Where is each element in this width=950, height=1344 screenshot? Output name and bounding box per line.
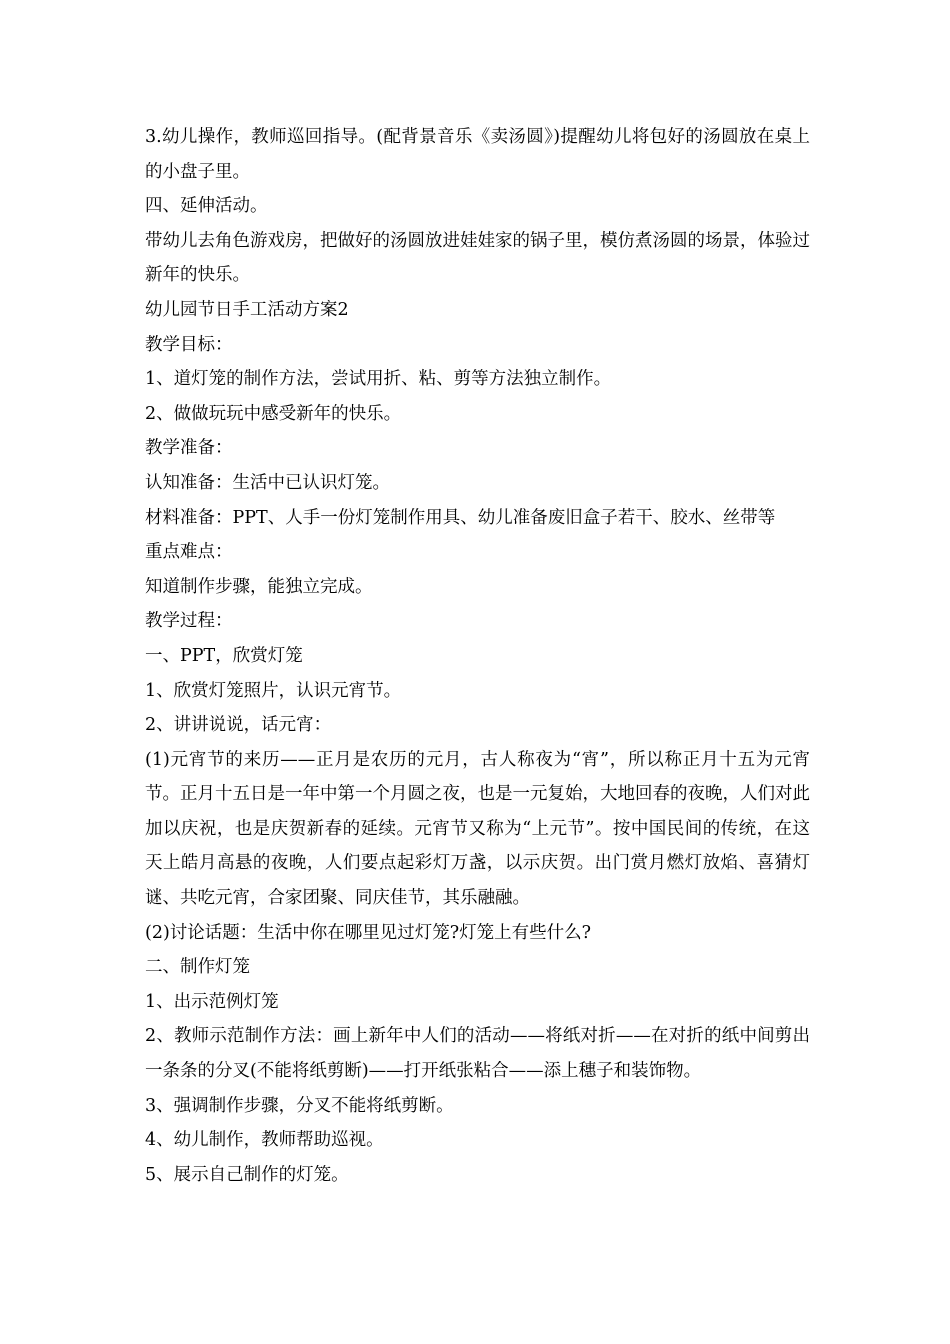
key-points-detail: 知道制作步骤，能独立完成。 xyxy=(145,576,373,597)
heading-teaching-preparation: 教学准备： xyxy=(145,438,233,459)
lantern-festival-origin: (1)元宵节的来历——正月是农历的元月，古人称夜为“宵”，所以称正月十五为元宵节。正月十五日是一年中第一个月圆之夜，也是一元复始，大地回春的夜晚，人们对此加以庆祝，也是庆贺新春的延续。元宵节又称为“上元节”。按中国民间的传统，在这天上皓月高悬的夜晚，人们要点起彩灯万盏，以示庆贺。出门赏月燃灯放焰、喜猜灯谜、共吃元宵，合家团聚、同庆佳节，其乐融融。 xyxy=(145,749,810,909)
process-step-1-item-1: 1、欣赏灯笼照片，认识元宵节。 xyxy=(145,680,402,701)
process-step-2-heading: 二、制作灯笼 xyxy=(145,957,250,978)
process-step-1-item-2: 2、讲讲说说，话元宵： xyxy=(145,715,332,736)
goal-item-1: 1、道灯笼的制作方法，尝试用折、粘、剪等方法独立制作。 xyxy=(145,369,612,390)
heading-key-points: 重点难点： xyxy=(145,542,233,563)
preparation-cognitive: 认知准备：生活中已认识灯笼。 xyxy=(145,472,390,493)
process-step-2-item-3: 3、强调制作步骤，分叉不能将纸剪断。 xyxy=(145,1095,454,1116)
discussion-topic: (2)讨论话题：生活中你在哪里见过灯笼?灯笼上有些什么? xyxy=(145,922,592,943)
document-body xyxy=(145,120,810,1192)
heading-teaching-goals: 教学目标： xyxy=(145,334,233,355)
process-step-2-item-1: 1、出示范例灯笼 xyxy=(145,991,279,1012)
paragraph-step-3-operation: 3.幼儿操作，教师巡回指导。(配背景音乐《卖汤圆》)提醒幼儿将包好的汤圆放在桌上的小盘子里。 xyxy=(145,127,810,182)
goal-item-2: 2、做做玩玩中感受新年的快乐。 xyxy=(145,403,402,424)
process-step-2-item-2: 2、教师示范制作方法：画上新年中人们的活动——将纸对折——在对折的纸中间剪出一条条的分叉(不能将纸剪断)——打开纸张粘合——添上穗子和装饰物。 xyxy=(145,1026,810,1082)
process-step-2-item-4: 4、幼儿制作，教师帮助巡视。 xyxy=(145,1130,384,1151)
process-step-2-item-5: 5、展示自己制作的灯笼。 xyxy=(145,1164,349,1185)
preparation-materials: 材料准备：PPT、人手一份灯笼制作用具、幼儿准备废旧盒子若干、胶水、丝带等 xyxy=(145,507,776,528)
section-title-plan-2: 幼儿园节日手工活动方案2 xyxy=(145,299,349,320)
process-step-1-heading: 一、PPT，欣赏灯笼 xyxy=(145,645,303,666)
paragraph-extension-detail: 带幼儿去角色游戏房，把做好的汤圆放进娃娃家的锅子里，模仿煮汤圆的场景，体验过新年的快乐。 xyxy=(145,230,810,286)
heading-teaching-process: 教学过程： xyxy=(145,611,233,632)
heading-extension-activity: 四、延伸活动。 xyxy=(145,196,268,217)
